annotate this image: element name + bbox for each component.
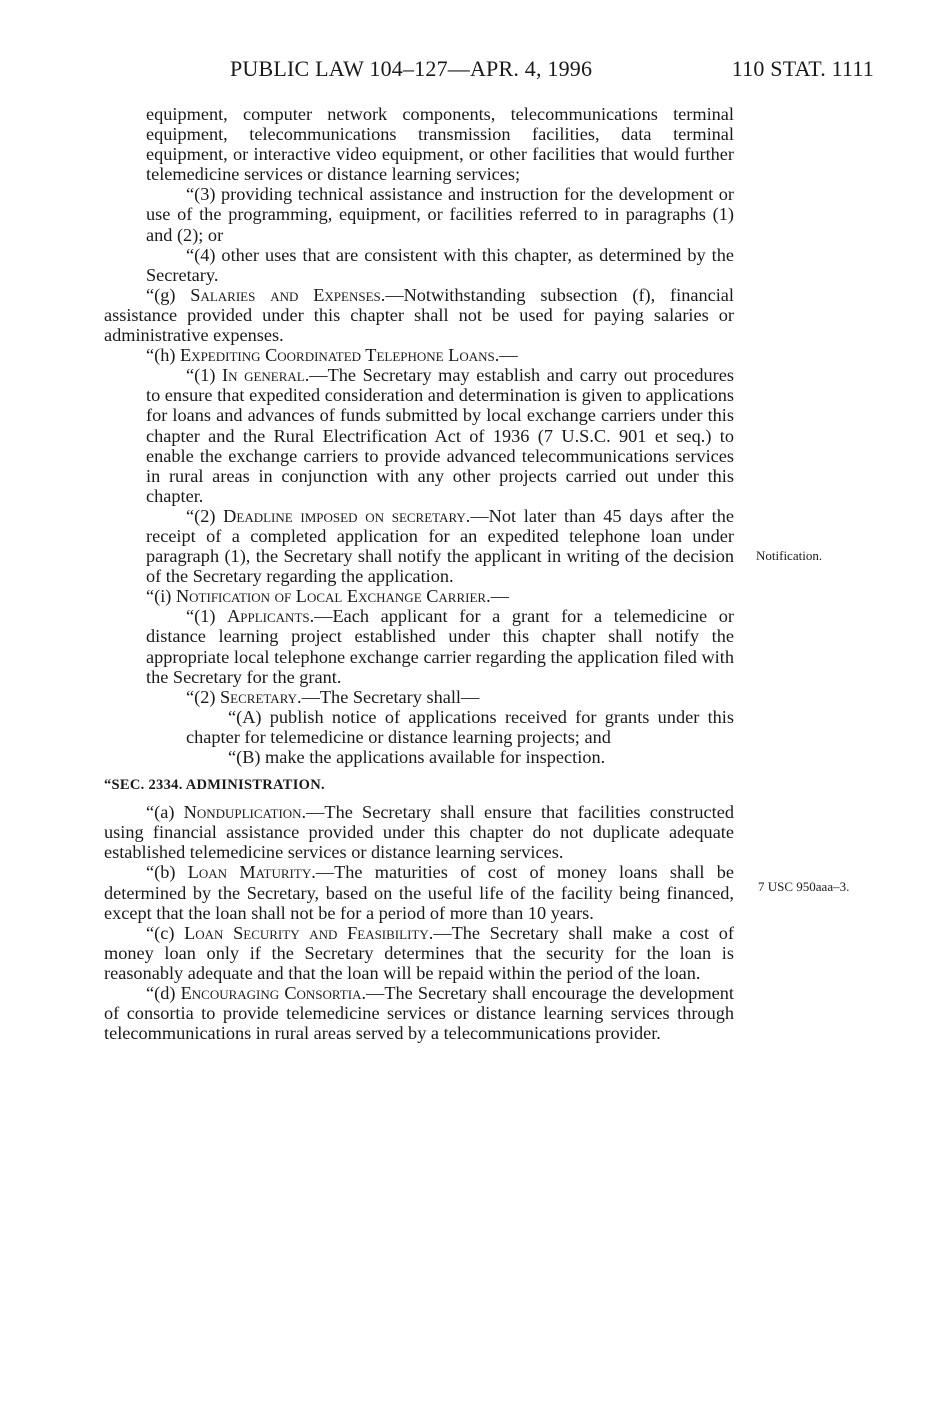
paragraph-h2: “(2) Deadline imposed on secretary.—Not later than 45 days after the receipt of a completed application for an expedited telephone loan under paragraph (1), the Secretary shall notify the applicant in writing of the decision of the Secretary regarding the application. [146,505,734,587]
paragraph-i2: “(2) Secretary.—The Secretary shall— [186,686,480,707]
paragraph-f4: “(4) other uses that are consistent with this chapter, as determined by the Secretary. [146,244,734,285]
margin-note-notification: Notification. [756,548,823,563]
subsection-d-heading: Encouraging Consortia. [180,983,367,1004]
paragraph-i1: “(1) Applicants.—Each applicant for a grant for a telemedicine or distance learning project established under this chapter shall notify the appropriate local telephone exchange carrier regarding the application filed with the Secretary for the grant. [146,606,734,687]
page-header [0,56,948,86]
paragraph-h1: “(1) In general.—The Secretary may establish and carry out procedures to ensure that expedited consideration and determination is given to applications for loans and advances of funds submitted by local exchange carriers under this chapter and the Rural Electrification Act of 1936 (7 U.S.C. 901 et seq.) to enable the exchange carriers to provide advanced telecommunications services in rural areas in conjunction with any other projects carried out under this chapter. [146,365,734,506]
subsection-h-heading: Expediting Coordinated Telephone Loans. [180,345,500,366]
paragraph-i2-heading: Secretary. [220,686,302,707]
subsection-i-heading: Notification of Local Exchange Carrier. [175,586,491,607]
page-body [104,104,734,1043]
paragraph-i1-heading: Applicants. [227,606,315,627]
paragraph-h2-heading: Deadline imposed on secretary. [223,505,471,526]
subsection-b-heading: Loan Maturity. [187,862,316,883]
subsection-a-heading: Nonduplication. [183,802,307,823]
paragraph-f3: “(3) providing technical assistance and instruction for the development or use of the programming, equipment, or facilities referred to in paragraphs (1) and (2); or [146,184,734,245]
subsection-c-heading: Loan Security and Feasibility. [184,922,434,943]
margin-note-usc: 7 USC 950aaa–3. [758,879,850,894]
subsection-b: “(b) Loan Maturity.—The maturities of cost of money loans shall be determined by the Secretary, based on the useful life of the facility being financed, except that the loan shall not be for a period of more than 10 years. [104,862,734,923]
subparagraph-A: “(A) publish notice of applications received for grants under this chapter for telemedicine or distance learning projects; and [186,706,734,747]
subsection-c: “(c) Loan Security and Feasibility.—The Secretary shall make a cost of money loan only if the Secretary determines that the security for the loan is reasonably adequate and that the loan will be repaid within the period of the loan. [104,922,734,983]
subparagraph-B: “(B) make the applications available for inspection. [228,747,606,767]
section-heading: “SEC. 2334. ADMINISTRATION. [104,777,325,794]
paragraph-h1-heading: In general. [222,365,310,386]
subsection-h: “(h) Expediting Coordinated Telephone Loans.— [146,345,518,366]
subsection-g-heading: Salaries and Expenses. [190,284,386,305]
subsection-i: “(i) Notification of Local Exchange Carrier.— [146,586,509,607]
subsection-d: “(d) Encouraging Consortia.—The Secretary shall encourage the development of consortia to provide telemedicine services or distance learning services through telecommunications in rural areas served by a telecommunications provider. [104,983,734,1044]
header-stat-page: 110 STAT. 1111 [731,56,874,81]
subsection-a: “(a) Nonduplication.—The Secretary shall ensure that facilities constructed using financial assistance provided under this chapter do not duplicate adequate established telemedicine services or distance learning services. [104,802,734,863]
header-citation: PUBLIC LAW 104–127—APR. 4, 1996 [230,56,593,81]
subsection-g: “(g) Salaries and Expenses.—Notwithstanding subsection (f), financial assistance provided under this chapter shall not be used for paying salaries or administrative expenses. [104,284,734,346]
paragraph-continuation: equipment, computer network components, telecommunications terminal equipment, telecommunications transmission facilities, data terminal equipment, or interactive video equipment, or other facilities that would further telemedicine services or distance learning services; [146,104,734,185]
